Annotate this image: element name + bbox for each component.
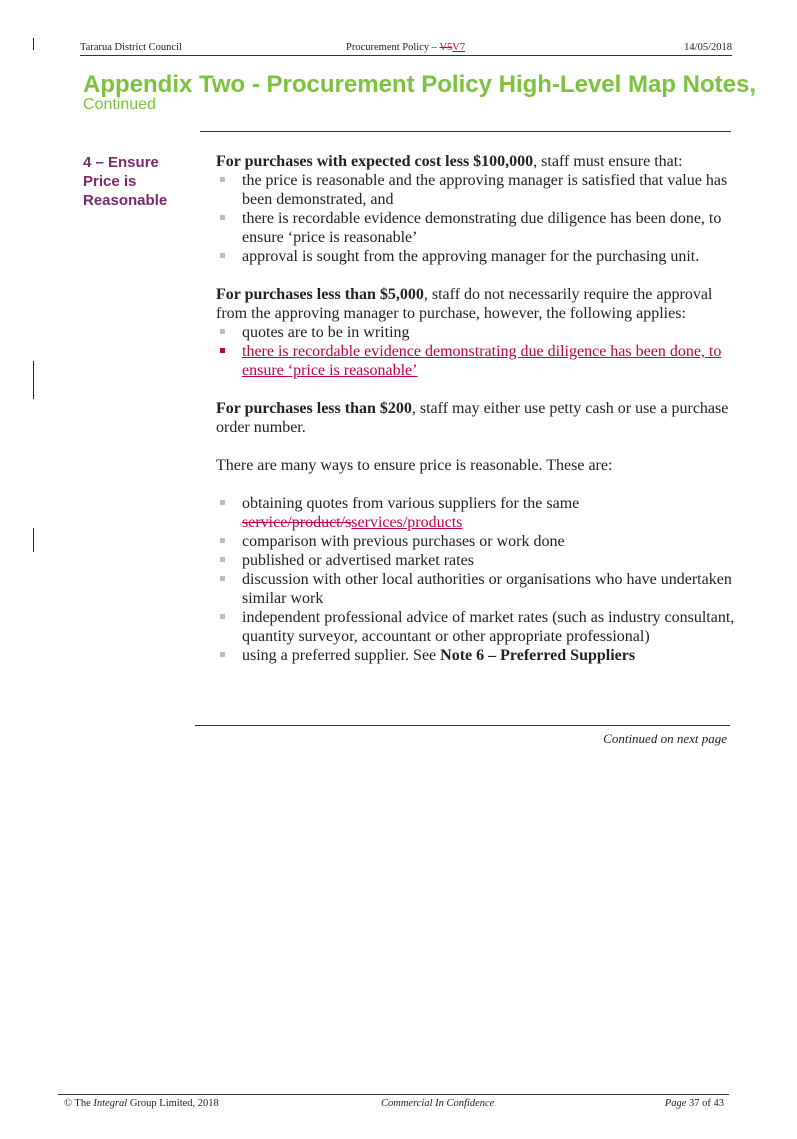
change-bar (33, 361, 34, 399)
list-item: independent professional advice of market rates (such as industry consultant, quantity surveyor, accountant or other appropriate professional) (216, 608, 736, 646)
footer-page-number: Page 37 of 43 (664, 1098, 724, 1109)
header-date: 14/05/2018 (684, 42, 732, 53)
footer-copyright: © The Integral Group Limited, 2018 (64, 1098, 219, 1109)
note-reference: Note 6 – Preferred Suppliers (440, 647, 636, 664)
list-item: using a preferred supplier. See Note 6 – Preferred Suppliers (216, 646, 736, 665)
deleted-text: service/product/s (242, 514, 352, 531)
square-bullet-icon (220, 329, 225, 334)
footer-rule (58, 1094, 729, 1095)
paragraph-under-5000: For purchases less than $5,000, staff do not necessarily require the approval from the approving manager to purchase, however, the following applies: (216, 286, 713, 322)
square-bullet-icon (220, 215, 225, 220)
paragraph-under-100000: For purchases with expected cost less $100,000, staff must ensure that: (216, 153, 683, 170)
section-heading: 4 – Ensure Price is Reasonable (83, 154, 168, 209)
header-deleted-version: V5 (439, 42, 453, 53)
page-header (80, 42, 732, 56)
header-rule (80, 55, 732, 56)
list-item: discussion with other local authorities or organisations who have undertaken similar work (216, 570, 736, 608)
list-item: there is recordable evidence demonstrating due diligence has been done, to ensure ‘price is reasonable’ (216, 209, 736, 247)
square-bullet-icon (220, 538, 225, 543)
title-rule (200, 131, 731, 132)
list-item: the price is reasonable and the approving manager is satisfied that value has been demonstrated, and (216, 171, 736, 209)
paragraph-under-200: For purchases less than $200, staff may either use petty cash or use a purchase order number. (216, 400, 729, 436)
square-bullet-icon (220, 177, 225, 182)
header-organisation: Tararua District Council (80, 42, 182, 53)
inserted-text: services/products (351, 514, 463, 531)
bullet-list (216, 171, 736, 266)
page-title: Appendix Two - Procurement Policy High-Level Map Notes, (83, 71, 756, 98)
header-document-title: Procurement Policy – V5V7 (346, 42, 466, 53)
square-bullet-icon (220, 652, 225, 657)
square-bullet-icon (220, 253, 225, 258)
list-item: published or advertised market rates (216, 551, 736, 570)
section-end-rule (195, 725, 730, 726)
change-bar (33, 38, 34, 50)
continued-note: Continued on next page (603, 731, 727, 746)
page-subtitle: Continued (83, 96, 156, 113)
list-item: approval is sought from the approving manager for the purchasing unit. (216, 247, 736, 266)
list-item: comparison with previous purchases or work done (216, 532, 736, 551)
square-bullet-icon (220, 614, 225, 619)
section-content (216, 152, 736, 665)
square-bullet-icon (220, 557, 225, 562)
bullet-list (216, 323, 736, 380)
inserted-list-item: there is recordable evidence demonstrating due diligence has been done, to ensure ‘price is reasonable’ (216, 342, 736, 380)
change-bar (33, 528, 34, 552)
square-bullet-icon (220, 500, 225, 505)
header-inserted-version: V7 (452, 42, 466, 53)
square-bullet-icon (220, 576, 225, 581)
square-bullet-icon (220, 348, 225, 353)
footer-confidentiality: Commercial In Confidence (381, 1098, 495, 1109)
list-item: quotes are to be in writing (216, 323, 736, 342)
list-item: obtaining quotes from various suppliers for the same service/product/sservices/products (216, 494, 736, 532)
bullet-list (216, 494, 736, 665)
paragraph-ways-intro: There are many ways to ensure price is reasonable. These are: (216, 457, 613, 474)
